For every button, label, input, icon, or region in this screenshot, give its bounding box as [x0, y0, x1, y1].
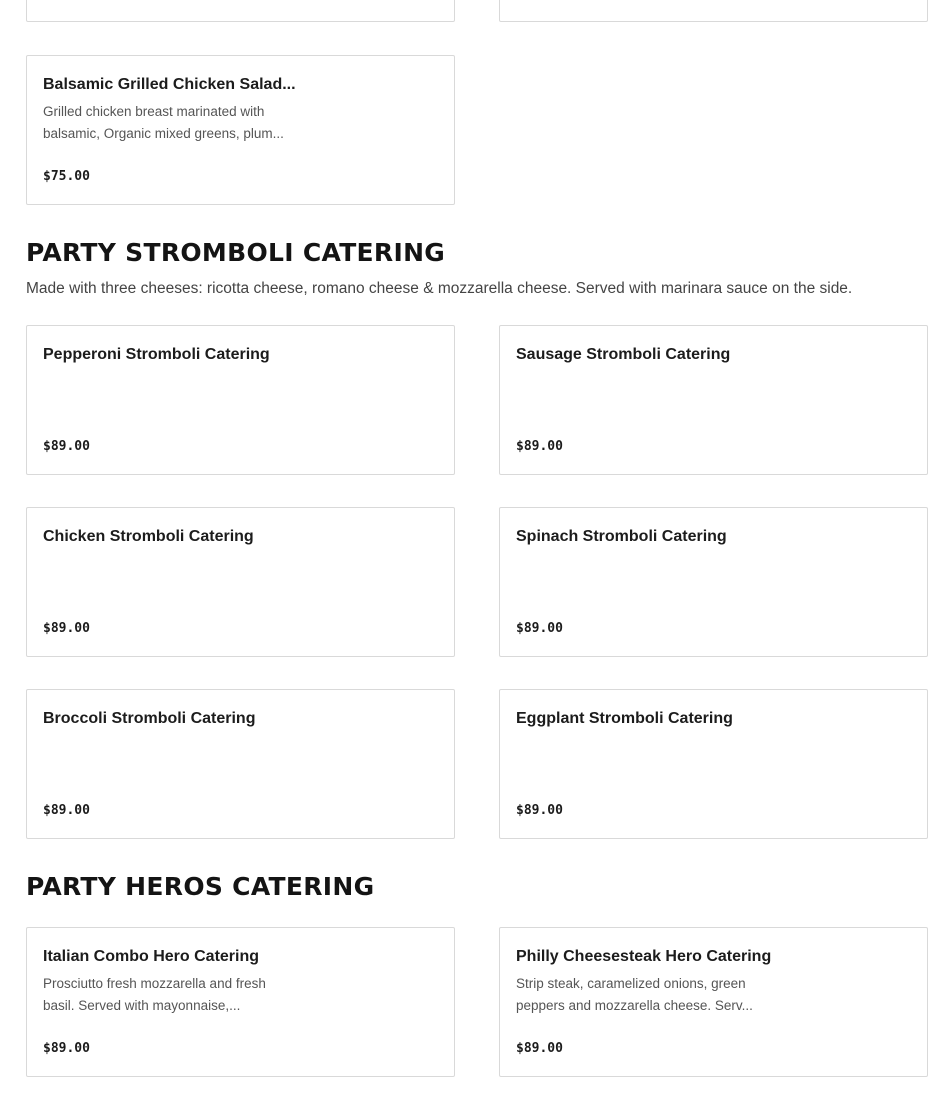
menu-item-card[interactable]	[26, 689, 455, 839]
item-price: $89.00	[516, 1041, 563, 1056]
item-price: $89.00	[43, 621, 90, 636]
item-name: Italian Combo Hero Catering	[43, 948, 260, 965]
menu-item-card[interactable]	[26, 507, 455, 657]
item-name: Broccoli Stromboli Catering	[43, 710, 256, 727]
item-name: Eggplant Stromboli Catering	[516, 710, 733, 727]
item-price: $89.00	[43, 803, 90, 818]
section-title-heros: PARTY HEROS CATERING	[26, 872, 375, 901]
menu-item-card[interactable]	[499, 325, 928, 475]
menu-item-card[interactable]	[499, 689, 928, 839]
item-description: Grilled chicken breast marinated with balsamic, Organic mixed greens, plum...	[43, 104, 284, 141]
item-price: $89.00	[516, 803, 563, 818]
section-description-stromboli: Made with three cheeses: ricotta cheese, romano cheese & mozzarella cheese. Served with marinara sauce on the side.	[26, 280, 853, 297]
menu-item-card[interactable]	[26, 55, 455, 205]
item-price: $89.00	[43, 1041, 90, 1056]
item-price: $89.00	[43, 439, 90, 454]
menu-item-card[interactable]	[499, 507, 928, 657]
menu-item-card[interactable]	[499, 927, 928, 1077]
item-name: Philly Cheesesteak Hero Catering	[516, 948, 772, 965]
menu-item-card[interactable]	[499, 0, 928, 22]
item-price	[43, 0, 51, 3]
menu-item-card[interactable]	[26, 927, 455, 1077]
item-name: Sausage Stromboli Catering	[516, 346, 731, 363]
menu-item-card[interactable]	[26, 0, 455, 22]
item-name: Chicken Stromboli Catering	[43, 528, 254, 545]
item-name: Spinach Stromboli Catering	[516, 528, 727, 545]
item-description: Prosciutto fresh mozzarella and fresh basil. Served with mayonnaise,...	[43, 976, 266, 1013]
section-title-stromboli: PARTY STROMBOLI CATERING	[26, 238, 446, 267]
item-name: Pepperoni Stromboli Catering	[43, 346, 270, 363]
item-price: $75.00	[43, 169, 90, 184]
menu-item-card[interactable]	[26, 325, 455, 475]
item-price	[516, 0, 524, 3]
item-description: Strip steak, caramelized onions, green peppers and mozzarella cheese. Serv...	[516, 976, 753, 1013]
item-price: $89.00	[516, 621, 563, 636]
item-price: $89.00	[516, 439, 563, 454]
item-name: Balsamic Grilled Chicken Salad...	[43, 76, 296, 93]
